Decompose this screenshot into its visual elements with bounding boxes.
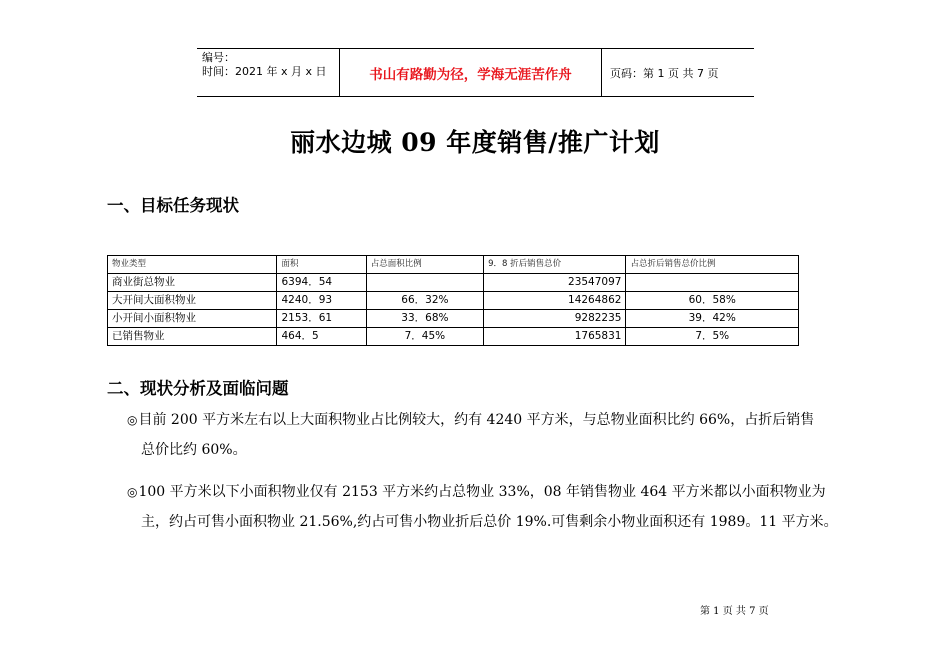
header-page-info: 页码：第 1 页 共 7 页 (610, 66, 719, 80)
analysis-paragraph (127, 477, 887, 537)
table-row (108, 274, 799, 292)
table-cell: 1765831 (484, 328, 626, 346)
table-cell: 33．68% (366, 310, 483, 328)
date-label: 时间：2021 年 x 月 x 日 (202, 65, 327, 78)
table-row (108, 328, 799, 346)
table-cell: 6394．54 (277, 274, 366, 292)
table-cell: 464．5 (277, 328, 366, 346)
bullet-icon: ◎ (127, 413, 138, 427)
table-cell: 大开间大面积物业 (108, 292, 277, 310)
code-label: 编号： (202, 51, 235, 64)
page-footer: 第 1 页 共 7 页 (700, 606, 769, 617)
table-header-cell: 物业类型 (108, 256, 277, 274)
table-cell (366, 274, 483, 292)
table-cell: 66．32% (366, 292, 483, 310)
section-heading-targets: 一、目标任务现状 (107, 196, 239, 215)
table-row (108, 310, 799, 328)
header-meta (197, 49, 339, 96)
table-row (108, 292, 799, 310)
analysis-paragraph (127, 405, 887, 465)
table-cell: 14264862 (484, 292, 626, 310)
table-header-cell: 面积 (277, 256, 366, 274)
bullet-icon: ◎ (127, 485, 138, 499)
table-cell: 4240．93 (277, 292, 366, 310)
paragraph-line: 总价比约 60%。 (141, 442, 247, 458)
page-title: 丽水边城 09 年度销售/推广计划 (290, 128, 660, 157)
section-heading-analysis: 二、现状分析及面临问题 (107, 379, 289, 398)
table-header-row (108, 256, 799, 274)
table-header-cell: 占总折后销售总价比例 (626, 256, 799, 274)
table-header-cell: 9．8 折后销售总价 (484, 256, 626, 274)
paragraph-line: 目前 200 平方米左右以上大面积物业占比例较大，约有 4240 平方米，与总物业面积比约 66%，占折后销售 (138, 412, 815, 428)
table-cell: 2153．61 (277, 310, 366, 328)
table-cell: 小开间小面积物业 (108, 310, 277, 328)
table-cell: 7．5% (626, 328, 799, 346)
table-cell: 已销售物业 (108, 328, 277, 346)
paragraph-line: 100 平方米以下小面积物业仅有 2153 平方米约占总物业 33%，08 年销售物业 464 平方米都以小面积物业为 (138, 484, 826, 500)
table-cell: 60．58% (626, 292, 799, 310)
table-cell: 39．42% (626, 310, 799, 328)
paragraph-line: 主，约占可售小面积物业 21.56%,约占可售小物业折后总价 19%.可售剩余小物业面积还有 1989。11 平方米。 (141, 514, 838, 530)
property-sales-table (107, 255, 799, 346)
table-header-cell: 占总面积比例 (366, 256, 483, 274)
table-cell: 商业街总物业 (108, 274, 277, 292)
document-header (197, 48, 754, 97)
table-cell (626, 274, 799, 292)
table-cell: 7．45% (366, 328, 483, 346)
header-motto: 书山有路勤为径，学海无涯苦作舟 (339, 49, 602, 96)
table-cell: 23547097 (484, 274, 626, 292)
table-cell: 9282235 (484, 310, 626, 328)
